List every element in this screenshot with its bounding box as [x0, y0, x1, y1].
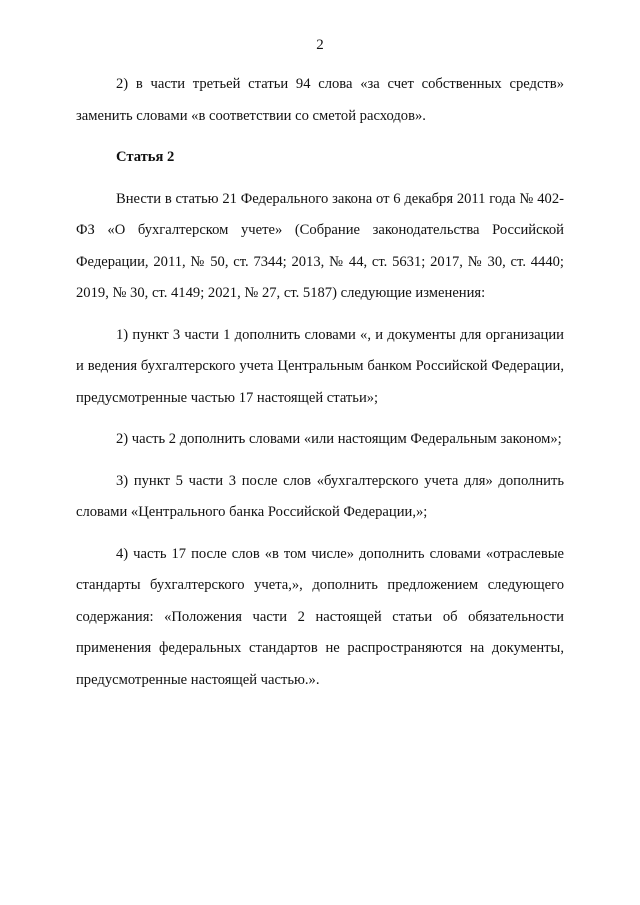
amendment-item-4: 4) часть 17 после слов «в том числе» дополнить словами «отраслевые стандарты бухгалтерского учета,», дополнить предложением следующего содержания: «Положения части 2 настоящей статьи об обязательности применения федеральных стандартов не распространяются на документы, предусмотренные настоящей частью.».: [76, 545, 564, 688]
article-heading: Статья 2: [116, 149, 175, 165]
page-number: 2: [316, 37, 324, 53]
amendment-item-2b: 2) часть 2 дополнить словами «или настоящим Федеральным законом»;: [116, 431, 562, 447]
amendment-item-1: 1) пункт 3 части 1 дополнить словами «, и документы для организации и ведения бухгалтерского учета Центральным банком Российской Федерации, предусмотренные частью 17 настоящей статьи»;: [76, 326, 564, 406]
article-intro-paragraph: Внести в статью 21 Федерального закона от 6 декабря 2011 года № 402-ФЗ «О бухгалтерском учете» (Собрание законодательства Российской Федерации, 2011, № 50, ст. 7344; 2013, № 44, ст. 5631; 2017, № 30, ст. 4440; 2019, № 30, ст. 4149; 2021, № 27, ст. 5187) следующие изменения:: [76, 190, 564, 301]
amendment-item-2: 2) в части третьей статьи 94 слова «за счет собственных средств» заменить словами «в соответствии со сметой расходов».: [76, 76, 564, 124]
document-body: [76, 69, 564, 706]
amendment-item-3: 3) пункт 5 части 3 после слов «бухгалтерского учета для» дополнить словами «Центрального банка Российской Федерации,»;: [76, 472, 564, 520]
